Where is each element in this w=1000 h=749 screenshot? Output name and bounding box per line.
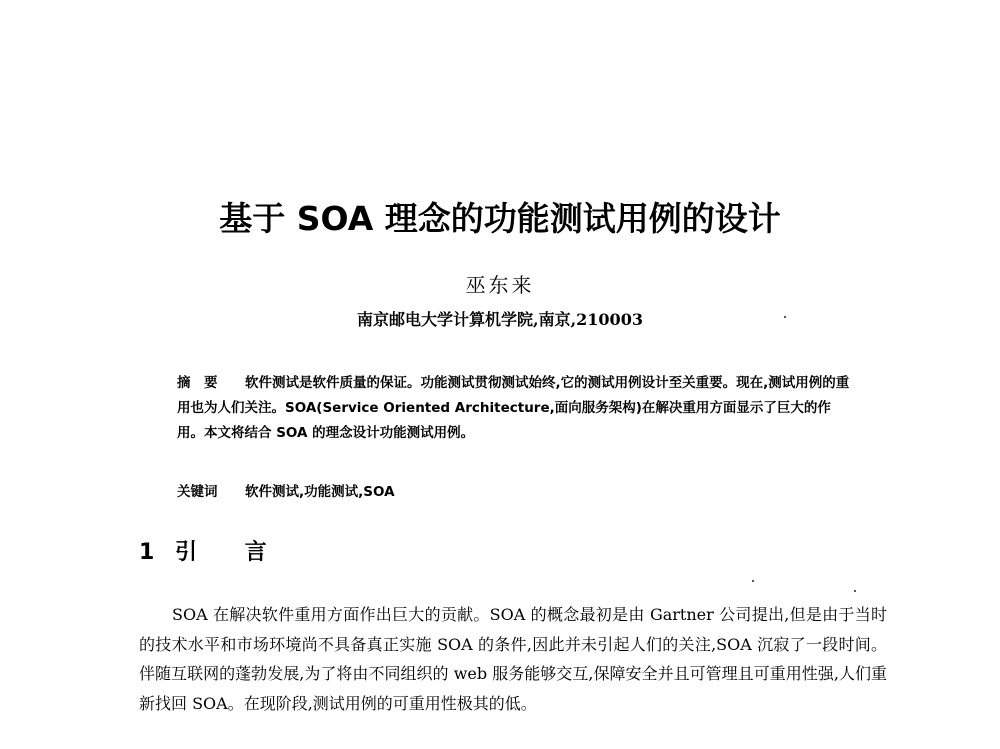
paper-title: 基于 SOA 理念的功能测试用例的设计 bbox=[219, 199, 781, 238]
author-name: 巫东来 bbox=[465, 273, 535, 297]
section-title: 引 言 bbox=[175, 540, 287, 565]
body-paragraph: SOA 在解决软件重用方面作出巨大的贡献。SOA 的概念最初是由 Gartner 公司提出,但是由于当时的技术水平和市场环境尚不具备真正实施 SOA 的条件,因此并未引起人们的关注,SOA 沉寂了一段时间。伴随互联网的蓬勃发展,为了将由不同组织的 web 服务能够交互,保障安全并且可管理且可重用性强,人们重新找回 SOA。在现阶段,测试用例的可重用性极其的低。 bbox=[139, 605, 887, 713]
author-affiliation: 南京邮电大学计算机学院,南京,210003 bbox=[357, 310, 643, 329]
abstract-label: 摘 要 bbox=[177, 375, 218, 391]
scan-speck bbox=[784, 316, 786, 318]
keywords-text: 软件测试,功能测试,SOA bbox=[245, 484, 395, 500]
scan-speck bbox=[854, 590, 856, 592]
scan-speck bbox=[752, 580, 754, 582]
keywords-block bbox=[177, 480, 857, 504]
abstract-text: 软件测试是软件质量的保证。功能测试贯彻测试始终,它的测试用例设计至关重要。现在,测试用例的重用也为人们关注。SOA(Service Oriented Architecture,面向服务架构)在解决重用方面显示了巨大的作用。本文将结合 SOA 的理念设计功能测试用例。 bbox=[177, 375, 850, 441]
section-number: 1 bbox=[139, 540, 155, 565]
keywords-label: 关键词 bbox=[177, 484, 218, 500]
section-heading bbox=[139, 537, 287, 569]
abstract-block bbox=[177, 371, 857, 446]
